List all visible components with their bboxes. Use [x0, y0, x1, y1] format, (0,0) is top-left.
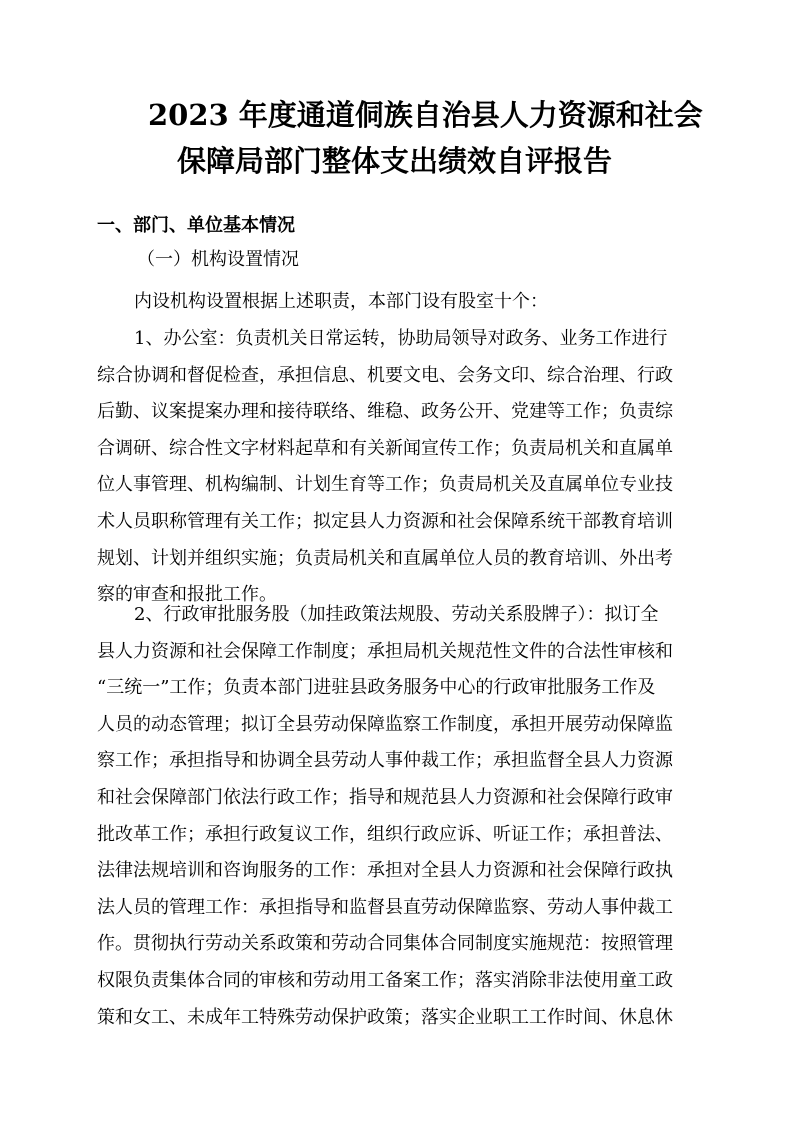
paragraph-line: 人员的动态管理；拟订全县劳动保障监察工作制度，承担开展劳动保障监	[97, 713, 673, 735]
document-title-line-2: 保障局部门整体支出绩效自评报告	[177, 144, 613, 178]
paragraph-office	[97, 321, 697, 614]
paragraph-line: 法律法规培训和咨询服务的工作：承担对全县人力资源和社会保障行政执	[97, 860, 673, 882]
document-title-line-1: 2023 年度通道侗族自治县人力资源和社会	[148, 98, 703, 132]
paragraph-line: 察的审查和报批工作。	[97, 584, 277, 606]
section-heading: 一、部门、单位基本情况	[97, 215, 295, 236]
paragraph-line: 2、行政审批服务股（加挂政策法规股、劳动关系股牌子）：拟订全	[134, 604, 659, 625]
paragraph-line: 法人员的管理工作：承担指导和监督县直劳动保障监察、劳动人事仲裁工	[97, 896, 673, 918]
paragraph-line: 县人力资源和社会保障工作制度；承担局机关规范性文件的合法性审核和	[97, 640, 673, 662]
paragraph-line: 位人事管理、机构编制、计划生育等工作；负责局机关及直属单位专业技	[97, 474, 673, 496]
paragraph-line: 规划、计划并组织实施；负责局机关和直属单位人员的教育培训、外出考	[97, 547, 673, 569]
subsection-heading: （一）机构设置情况	[137, 249, 299, 270]
paragraph-line: 权限负责集体合同的审核和劳动用工备案工作；落实消除非法使用童工政	[97, 969, 673, 991]
intro-line: 内设机构设置根据上述职责，本部门设有股室十个：	[134, 291, 548, 312]
paragraph-line: 1、办公室：负责机关日常运转，协助局领导对政务、业务工作进行	[134, 328, 668, 349]
paragraph-admin-approval	[97, 597, 697, 1036]
paragraph-line: 合调研、综合性文字材料起草和有关新闻宣传工作；负责局机关和直属单	[97, 437, 673, 459]
paragraph-line: 批改革工作；承担行政复议工作，组织行政应诉、听证工作；承担普法、	[97, 823, 673, 845]
paragraph-line: 后勤、议案提案办理和接待联络、维稳、政务公开、党建等工作；负责综	[97, 401, 673, 423]
paragraph-line: 策和女工、未成年工特殊劳动保护政策；落实企业职工工作时间、休息休	[97, 1006, 673, 1028]
paragraph-line: 术人员职称管理有关工作；拟定县人力资源和社会保障系统干部教育培训	[97, 510, 673, 532]
paragraph-line: 察工作；承担指导和协调全县劳动人事仲裁工作；承担监督全县人力资源	[97, 750, 673, 772]
paragraph-line: 作。贯彻执行劳动关系政策和劳动合同集体合同制度实施规范：按照管理	[97, 933, 673, 955]
paragraph-line: 综合协调和督促检查，承担信息、机要文电、会务文印、综合治理、行政	[97, 364, 673, 386]
intro-paragraph	[97, 284, 697, 321]
paragraph-line: “三统一”工作；负责本部门进驻县政务服务中心的行政审批服务工作及	[97, 677, 656, 699]
paragraph-line: 和社会保障部门依法行政工作；指导和规范县人力资源和社会保障行政审	[97, 786, 673, 808]
